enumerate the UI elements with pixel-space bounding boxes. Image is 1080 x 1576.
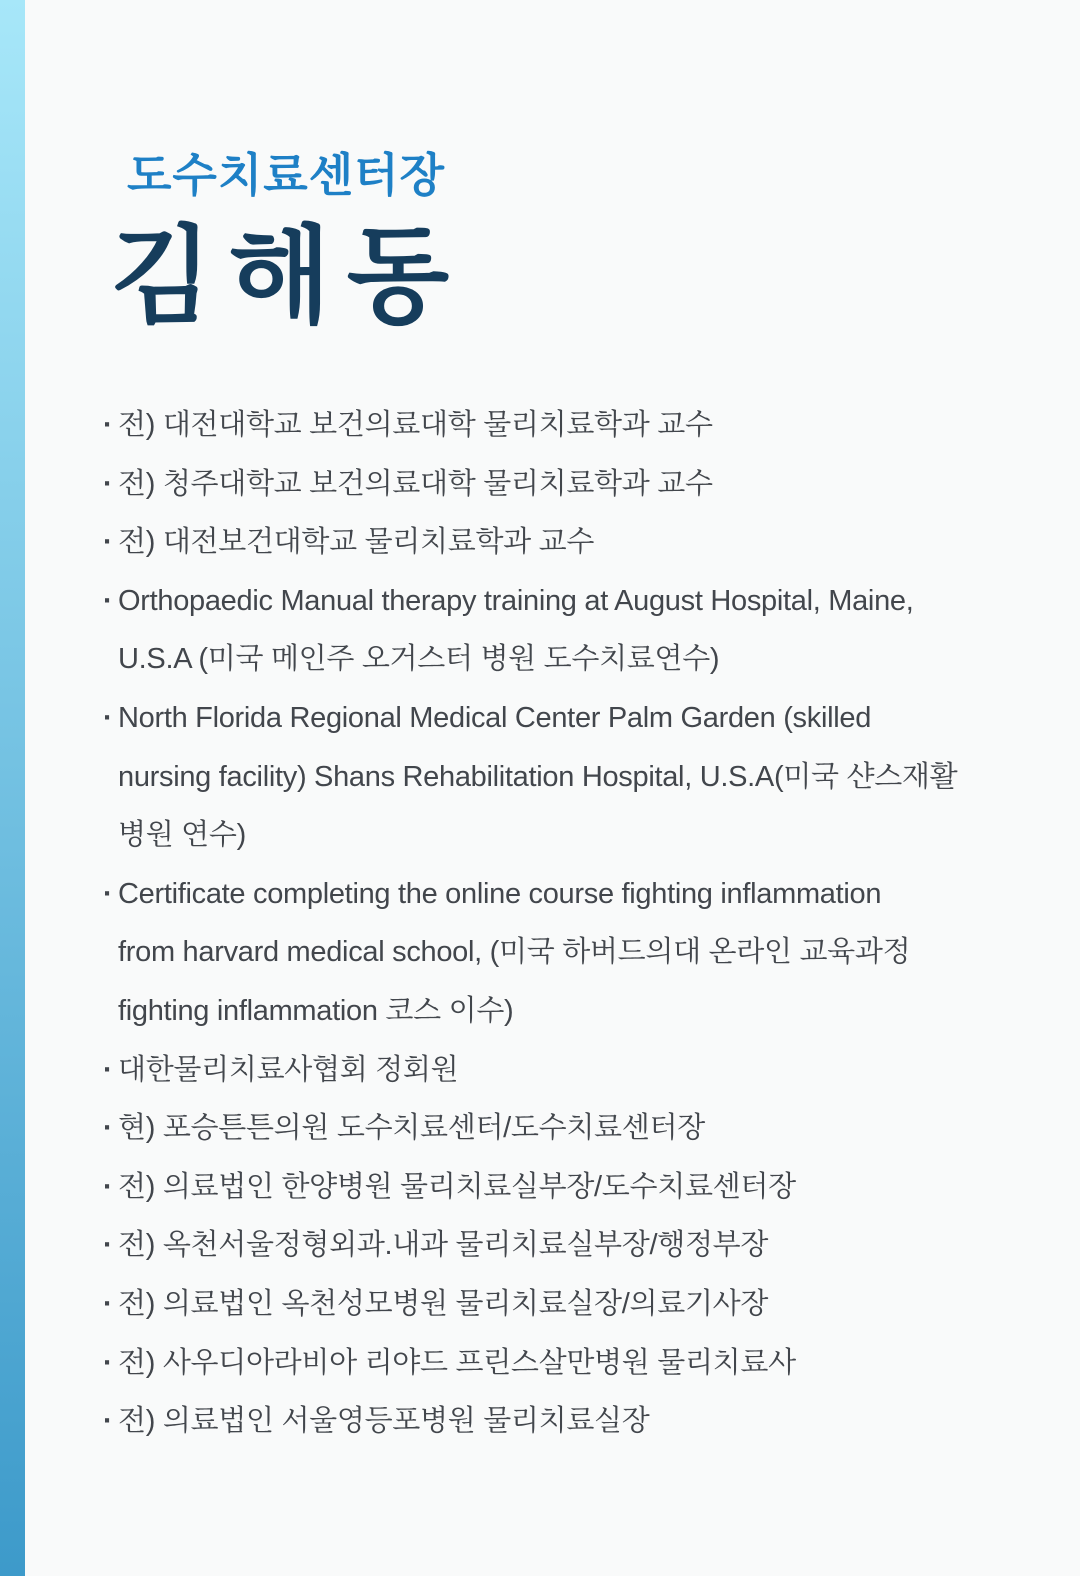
- bullet-icon: ·: [103, 1287, 113, 1320]
- list-item: [103, 1099, 1040, 1158]
- list-item-text: [118, 572, 1040, 689]
- list-item: [103, 513, 1040, 572]
- list-item: [103, 689, 1040, 865]
- list-item-text: [118, 1334, 1040, 1393]
- list-item-text: [118, 1392, 1040, 1451]
- list-item-text: [118, 1099, 1040, 1158]
- bullet-icon: ·: [103, 1170, 113, 1203]
- list-item-text: [118, 689, 1040, 865]
- credential-line: 전) 사우디아라비아 리야드 프린스살만병원 물리치료사: [118, 1346, 796, 1379]
- bullet-icon: ·: [103, 701, 113, 734]
- list-item: [103, 1334, 1040, 1393]
- person-name: 김해동: [110, 218, 466, 336]
- list-item-text: [118, 1041, 1040, 1100]
- list-item: [103, 1158, 1040, 1217]
- list-item-text: [118, 1216, 1040, 1275]
- list-item-text: [118, 1158, 1040, 1217]
- bullet-icon: ·: [103, 1053, 113, 1086]
- credential-line: 전) 의료법인 한양병원 물리치료실부장/도수치료센터장: [118, 1170, 796, 1203]
- list-item-text: [118, 1275, 1040, 1334]
- credential-line: U.S.A (미국 메인주 오거스터 병원 도수치료연수): [118, 643, 720, 676]
- list-item-text: [118, 513, 1040, 572]
- bullet-icon: ·: [103, 409, 113, 441]
- credential-line: 병원 연수): [118, 819, 246, 852]
- credential-line: from harvard medical school, (미국 하버드의대 온라인 교육과정: [118, 936, 911, 969]
- list-item: [103, 572, 1040, 689]
- credential-line: nursing facility) Shans Rehabilitation Hospital, U.S.A(미국 샨스재활: [118, 760, 958, 793]
- list-item: [103, 396, 1040, 455]
- bullet-icon: ·: [103, 1112, 113, 1145]
- list-item-text: [118, 455, 1040, 514]
- credential-line: 전) 의료법인 서울영등포병원 물리치료실장: [118, 1405, 650, 1438]
- credential-line: fighting inflammation 코스 이수): [118, 994, 514, 1027]
- list-item: [103, 865, 1040, 1041]
- list-item-text: [118, 865, 1040, 1041]
- credential-line: Certificate completing the online course fighting inflammation: [118, 877, 882, 910]
- left-gradient-bar: [0, 0, 25, 1576]
- bullet-icon: ·: [103, 877, 113, 910]
- bullet-icon: ·: [103, 1405, 113, 1438]
- list-item: [103, 1041, 1040, 1100]
- credential-line: 전) 대전보건대학교 물리치료학과 교수: [118, 526, 595, 559]
- list-item: [103, 1275, 1040, 1334]
- credential-line: 전) 의료법인 옥천성모병원 물리치료실장/의료기사장: [118, 1287, 769, 1320]
- list-item: [103, 1392, 1040, 1451]
- role-title: 도수치료센터장: [127, 149, 446, 201]
- list-item: [103, 1216, 1040, 1275]
- list-item-text: [118, 396, 1040, 455]
- credential-line: 현) 포승튼튼의원 도수치료센터/도수치료센터장: [118, 1112, 705, 1145]
- credentials-list: [103, 396, 1040, 1451]
- credential-line: 대한물리치료사협회 정회원: [118, 1053, 459, 1086]
- bullet-icon: ·: [103, 526, 113, 559]
- credential-line: North Florida Regional Medical Center Palm Garden (skilled: [118, 701, 872, 734]
- bullet-icon: ·: [103, 1229, 113, 1262]
- credential-line: 전) 대전대학교 보건의료대학 물리치료학과 교수: [118, 409, 713, 441]
- list-item: [103, 455, 1040, 514]
- credential-line: Orthopaedic Manual therapy training at August Hospital, Maine,: [118, 584, 914, 617]
- bullet-icon: ·: [103, 584, 113, 617]
- bullet-icon: ·: [103, 467, 113, 500]
- credential-line: 전) 옥천서울정형외과.내과 물리치료실부장/행정부장: [118, 1229, 769, 1262]
- bullet-icon: ·: [103, 1346, 113, 1379]
- credential-line: 전) 청주대학교 보건의료대학 물리치료학과 교수: [118, 467, 713, 500]
